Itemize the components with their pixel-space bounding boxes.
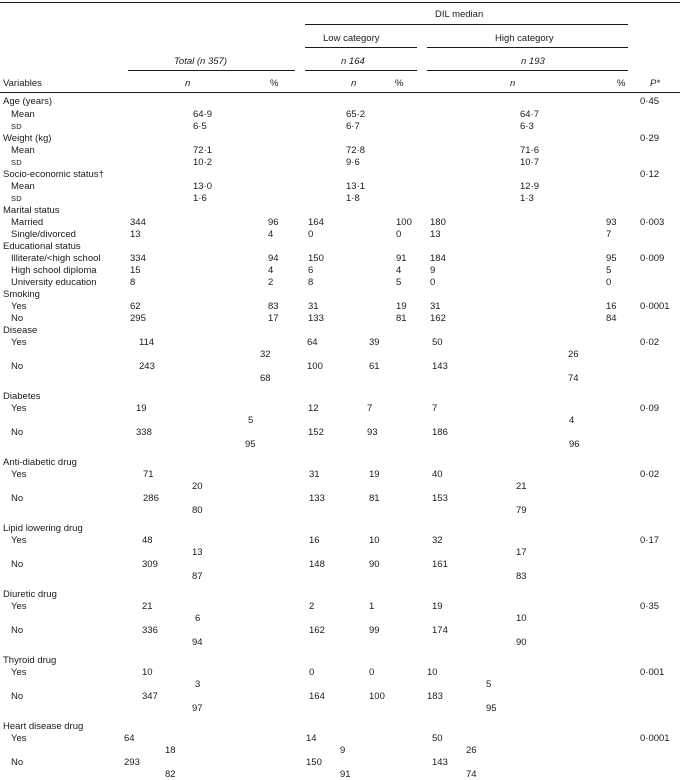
- low-n-value: 31: [308, 301, 319, 312]
- high-pct-value: 26: [466, 745, 477, 756]
- low-value: 65·2: [346, 109, 366, 120]
- high-n-value: 143: [432, 361, 448, 372]
- n-high-rule: [427, 70, 628, 71]
- total-pct-value: 97: [192, 703, 203, 714]
- sub-variable-label: University education: [11, 277, 97, 288]
- p-value: 0·0001: [640, 733, 670, 744]
- low-n-value: 14: [306, 733, 317, 744]
- low-pct-value: 4: [396, 265, 402, 276]
- low-pct-value: 61: [369, 361, 380, 372]
- low-pct-value: 81: [369, 493, 380, 504]
- low-n-value: 0: [308, 229, 314, 240]
- p-value: 0·02: [640, 469, 660, 480]
- variables-header: Variables: [3, 78, 42, 89]
- low-pct-value: 90: [369, 559, 380, 570]
- low-n-value: 150: [308, 253, 324, 264]
- high-n-value: 184: [430, 253, 446, 264]
- high-pct-value: 95: [486, 703, 497, 714]
- dil-median-header: DIL median: [435, 9, 484, 20]
- total-n-value: 344: [130, 217, 146, 228]
- low-n-value: 6: [308, 265, 314, 276]
- total-n-value: 286: [143, 493, 159, 504]
- variable-label: Heart disease drug: [3, 721, 84, 732]
- high-n-value: 180: [430, 217, 446, 228]
- variable-label: Socio-economic status†: [3, 169, 104, 180]
- sub-variable-label: Yes: [11, 403, 27, 414]
- high-pct-value: 16: [606, 301, 617, 312]
- total-n-value: 334: [130, 253, 146, 264]
- sub-variable-label: Yes: [11, 469, 27, 480]
- variable-label: Anti-diabetic drug: [3, 457, 77, 468]
- total-n-value: 15: [130, 265, 141, 276]
- total-n-value: 293: [124, 757, 140, 768]
- low-pct-value: 10: [369, 535, 380, 546]
- sub-variable-label: No: [11, 559, 24, 570]
- total-pct-value: 20: [192, 481, 203, 492]
- high-n-header: n: [510, 78, 516, 89]
- low-pct-value: 100: [396, 217, 412, 228]
- high-n-value: 0: [430, 277, 436, 288]
- low-pct-value: 5: [396, 277, 402, 288]
- variable-label: Age (years): [3, 96, 53, 107]
- low-n-value: 100: [307, 361, 323, 372]
- low-n-value: 162: [309, 625, 325, 636]
- sub-variable-label: SD: [11, 122, 23, 131]
- total-n-value: 8: [130, 277, 136, 288]
- sub-variable-label: SD: [11, 158, 23, 167]
- total-n-value: 243: [139, 361, 155, 372]
- low-n-value: 0: [309, 667, 315, 678]
- p-value: 0·29: [640, 133, 660, 144]
- sub-variable-label: Yes: [11, 301, 27, 312]
- p-value-header: P*: [650, 78, 661, 89]
- total-n-value: 338: [136, 427, 152, 438]
- high-pct-value: 4: [569, 415, 575, 426]
- low-category-header: Low category: [323, 33, 380, 44]
- high-value: 10·7: [520, 157, 540, 168]
- high-value: 64·7: [520, 109, 540, 120]
- high-pct-value: 0: [606, 277, 612, 288]
- variable-label: Diuretic drug: [3, 589, 57, 600]
- total-pct-value: 3: [195, 679, 201, 690]
- high-pct-value: 79: [516, 505, 527, 516]
- high-pct-value: 84: [606, 313, 617, 324]
- high-pct-value: 74: [568, 373, 579, 384]
- total-pct-value: 82: [165, 769, 176, 780]
- n-low-header: n 164: [341, 56, 365, 67]
- sub-variable-label: Mean: [11, 145, 35, 156]
- sub-variable-label: High school diploma: [11, 265, 97, 276]
- sub-variable-label: No: [11, 625, 24, 636]
- p-value: 0·45: [640, 96, 660, 107]
- high-category-header: High category: [495, 33, 554, 44]
- variable-label: Disease: [3, 325, 38, 336]
- low-n-value: 2: [309, 601, 315, 612]
- low-category-rule: [305, 47, 417, 48]
- variable-label: Marital status: [3, 205, 60, 216]
- low-n-value: 12: [308, 403, 319, 414]
- p-value: 0·001: [640, 667, 665, 678]
- variable-label: Educational status: [3, 241, 81, 252]
- high-n-value: 7: [432, 403, 438, 414]
- total-pct-value: 17: [268, 313, 279, 324]
- high-value: 12·9: [520, 181, 540, 192]
- high-pct-header: %: [617, 78, 626, 89]
- total-pct-value: 5: [248, 415, 254, 426]
- low-n-value: 31: [309, 469, 320, 480]
- low-n-value: 8: [308, 277, 314, 288]
- high-n-value: 10: [427, 667, 438, 678]
- total-pct-value: 2: [268, 277, 274, 288]
- low-pct-value: 93: [367, 427, 378, 438]
- total-pct-value: 13: [192, 547, 203, 558]
- sub-variable-label: Single/divorced: [11, 229, 76, 240]
- high-pct-value: 10: [516, 613, 527, 624]
- low-pct-value: 81: [396, 313, 407, 324]
- high-pct-value: 90: [516, 637, 527, 648]
- high-n-value: 40: [432, 469, 443, 480]
- high-pct-value: 93: [606, 217, 617, 228]
- total-n-value: 347: [142, 691, 158, 702]
- total-n-value: 336: [142, 625, 158, 636]
- low-pct-value: 91: [396, 253, 407, 264]
- low-n-value: 64: [307, 337, 318, 348]
- low-value: 6·7: [346, 121, 360, 132]
- high-pct-value: 5: [606, 265, 612, 276]
- high-n-value: 161: [432, 559, 448, 570]
- low-pct-value: 7: [367, 403, 373, 414]
- low-pct-value: 39: [369, 337, 380, 348]
- n-low-rule: [305, 70, 417, 71]
- high-pct-value: 21: [516, 481, 527, 492]
- total-pct-value: 87: [192, 571, 203, 582]
- low-n-value: 164: [309, 691, 325, 702]
- total-pct-value: 18: [165, 745, 176, 756]
- high-n-value: 153: [432, 493, 448, 504]
- header-rule: [0, 92, 680, 93]
- total-pct-value: 4: [268, 265, 274, 276]
- total-value: 13·0: [193, 181, 213, 192]
- low-pct-value: 0: [396, 229, 402, 240]
- high-pct-value: 7: [606, 229, 612, 240]
- total-n-value: 10: [142, 667, 153, 678]
- low-pct-value: 99: [369, 625, 380, 636]
- high-pct-value: 17: [516, 547, 527, 558]
- total-n-value: 13: [130, 229, 141, 240]
- total-header: Total (n 357): [174, 56, 227, 67]
- high-pct-value: 96: [569, 439, 580, 450]
- high-n-value: 174: [432, 625, 448, 636]
- dil-median-rule: [305, 24, 628, 25]
- sub-variable-label: Yes: [11, 667, 27, 678]
- p-value: 0·35: [640, 601, 660, 612]
- total-pct-value: 94: [192, 637, 203, 648]
- low-pct-value: 19: [396, 301, 407, 312]
- variable-label: Weight (kg): [3, 133, 52, 144]
- total-rule: [128, 70, 295, 71]
- low-pct-header: %: [395, 78, 404, 89]
- low-pct-value: 9: [340, 745, 346, 756]
- low-value: 72·8: [346, 145, 366, 156]
- low-pct-value: 1: [369, 601, 375, 612]
- total-pct-value: 68: [260, 373, 271, 384]
- high-pct-value: 95: [606, 253, 617, 264]
- high-value: 71·6: [520, 145, 540, 156]
- sub-variable-label: No: [11, 313, 24, 324]
- high-pct-value: 74: [466, 769, 477, 780]
- low-value: 13·1: [346, 181, 366, 192]
- high-n-value: 50: [432, 337, 443, 348]
- total-value: 64·9: [193, 109, 213, 120]
- p-value: 0·09: [640, 403, 660, 414]
- total-n-value: 64: [124, 733, 135, 744]
- high-n-value: 50: [432, 733, 443, 744]
- high-pct-value: 26: [568, 349, 579, 360]
- high-n-value: 162: [430, 313, 446, 324]
- low-n-value: 133: [309, 493, 325, 504]
- high-pct-value: 5: [486, 679, 492, 690]
- p-value: 0·17: [640, 535, 660, 546]
- total-pct-value: 80: [192, 505, 203, 516]
- n-high-header: n 193: [521, 56, 545, 67]
- low-n-value: 164: [308, 217, 324, 228]
- low-pct-value: 0: [369, 667, 375, 678]
- total-value: 6·5: [193, 121, 207, 132]
- total-n-value: 21: [142, 601, 153, 612]
- low-pct-value: 19: [369, 469, 380, 480]
- p-value: 0·003: [640, 217, 665, 228]
- total-pct-header: %: [270, 78, 279, 89]
- total-pct-value: 96: [268, 217, 279, 228]
- total-n-value: 62: [130, 301, 141, 312]
- total-n-value: 295: [130, 313, 146, 324]
- p-value: 0·12: [640, 169, 660, 180]
- sub-variable-label: SD: [11, 194, 23, 203]
- low-n-value: 150: [306, 757, 322, 768]
- low-value: 1·8: [346, 193, 360, 204]
- high-n-value: 13: [430, 229, 441, 240]
- total-value: 72·1: [193, 145, 213, 156]
- total-n-value: 309: [142, 559, 158, 570]
- variable-label: Smoking: [3, 289, 40, 300]
- low-pct-value: 91: [340, 769, 351, 780]
- high-pct-value: 83: [516, 571, 527, 582]
- total-n-value: 48: [142, 535, 153, 546]
- high-n-value: 143: [432, 757, 448, 768]
- sub-variable-label: Mean: [11, 181, 35, 192]
- sub-variable-label: No: [11, 361, 24, 372]
- total-pct-value: 4: [268, 229, 274, 240]
- variable-label: Diabetes: [3, 391, 41, 402]
- variable-label: Thyroid drug: [3, 655, 57, 666]
- high-n-value: 32: [432, 535, 443, 546]
- high-n-value: 31: [430, 301, 441, 312]
- high-n-value: 183: [427, 691, 443, 702]
- total-pct-value: 83: [268, 301, 279, 312]
- sub-variable-label: Mean: [11, 109, 35, 120]
- sub-variable-label: No: [11, 427, 24, 438]
- sub-variable-label: Yes: [11, 337, 27, 348]
- total-value: 10·2: [193, 157, 213, 168]
- p-value: 0·02: [640, 337, 660, 348]
- high-category-rule: [427, 47, 628, 48]
- variable-label: Lipid lowering drug: [3, 523, 83, 534]
- sub-variable-label: Illiterate/<high school: [11, 253, 101, 264]
- sub-variable-label: Yes: [11, 601, 27, 612]
- sub-variable-label: Yes: [11, 733, 27, 744]
- low-n-value: 148: [309, 559, 325, 570]
- low-value: 9·6: [346, 157, 360, 168]
- low-n-value: 16: [309, 535, 320, 546]
- total-pct-value: 95: [245, 439, 256, 450]
- sub-variable-label: Yes: [11, 535, 27, 546]
- sub-variable-label: No: [11, 691, 24, 702]
- low-n-value: 152: [308, 427, 324, 438]
- p-value: 0·009: [640, 253, 665, 264]
- total-pct-value: 32: [260, 349, 271, 360]
- sub-variable-label: Married: [11, 217, 44, 228]
- total-n-header: n: [185, 78, 191, 89]
- top-rule: [0, 2, 680, 3]
- low-n-value: 133: [308, 313, 324, 324]
- high-value: 1·3: [520, 193, 534, 204]
- total-n-value: 71: [143, 469, 154, 480]
- high-n-value: 19: [432, 601, 443, 612]
- total-pct-value: 94: [268, 253, 279, 264]
- sub-variable-label: No: [11, 493, 24, 504]
- total-n-value: 114: [139, 337, 155, 348]
- total-pct-value: 6: [195, 613, 201, 624]
- total-value: 1·6: [193, 193, 207, 204]
- sub-variable-label: No: [11, 757, 24, 768]
- low-pct-value: 100: [369, 691, 385, 702]
- p-value: 0·0001: [640, 301, 670, 312]
- high-value: 6·3: [520, 121, 534, 132]
- high-n-value: 186: [432, 427, 448, 438]
- total-n-value: 19: [136, 403, 147, 414]
- high-n-value: 9: [430, 265, 436, 276]
- low-n-header: n: [351, 78, 357, 89]
